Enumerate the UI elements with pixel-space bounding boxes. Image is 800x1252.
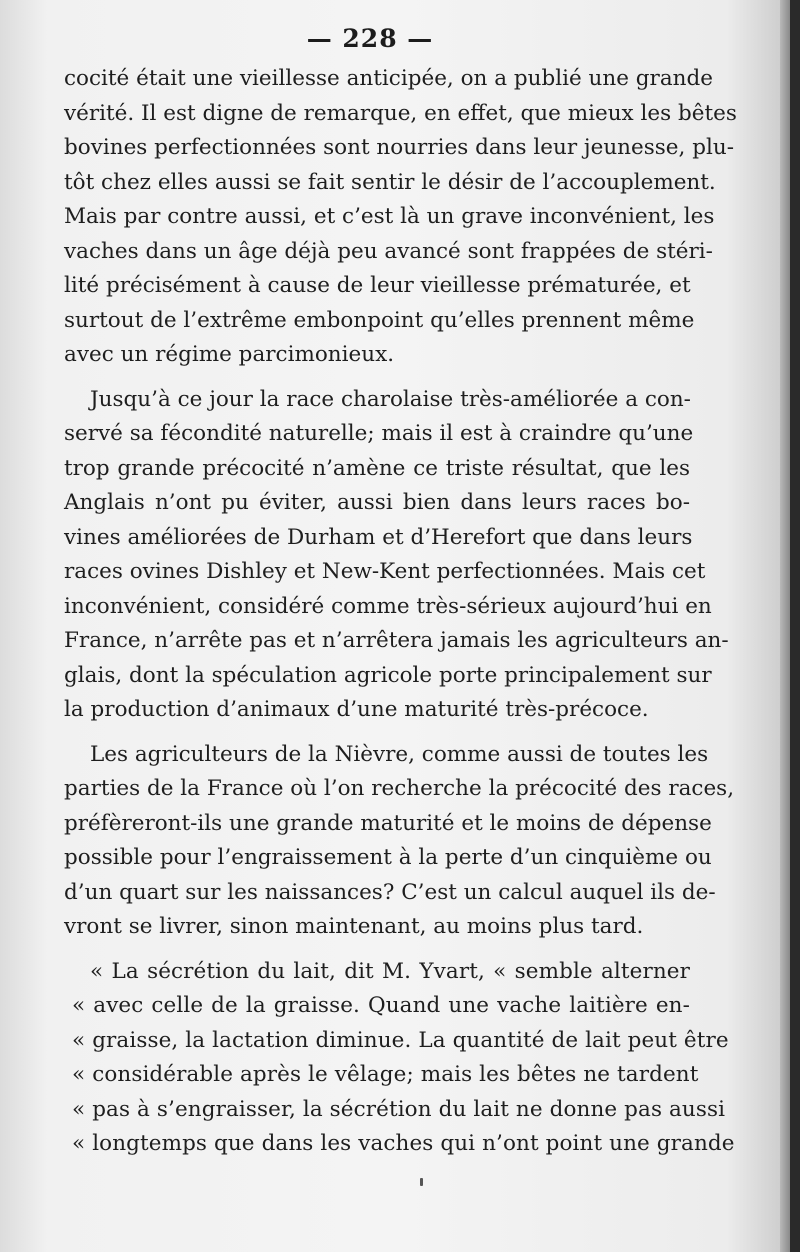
ink-speck [420, 1178, 423, 1186]
paragraph-2 [64, 383, 729, 728]
text-line: « longtemps que dans les vaches qui n’ont point une grande [72, 1131, 735, 1156]
text-line: Les agriculteurs de la Nièvre, comme aussi de toutes les [90, 741, 709, 767]
text-line: races ovines Dishley et New-Kent perfectionnées. Mais cet [64, 559, 706, 584]
text-line: surtout de l’extrême embonpoint qu’elles prennent même [64, 307, 695, 333]
page-edge-shadow [780, 0, 790, 1252]
text-line: parties de la France où l’on recherche la précocité des races, [64, 776, 735, 801]
text-line: bovines perfectionnées sont nourries dans leur jeunesse, plu- [64, 135, 734, 160]
text-line: vaches dans un âge déjà peu avancé sont frappées de stéri- [64, 238, 713, 264]
text-line: « considérable après le vêlage; mais les bêtes ne tardent [72, 1062, 699, 1087]
text-line: inconvénient, considéré comme très-sérieux aujourd’hui en [64, 593, 712, 619]
text-line: la production d’animaux d’une maturité très-précoce. [64, 697, 649, 722]
text-line: servé sa fécondité naturelle; mais il est à craindre qu’une [64, 421, 694, 446]
text-line: Mais par contre aussi, et c’est là un grave inconvénient, les [64, 204, 715, 229]
text-line: Jusqu’à ce jour la race charolaise très-améliorée a con- [90, 386, 691, 412]
text-line: glais, dont la spéculation agricole porte principalement sur [64, 662, 712, 688]
text-line: possible pour l’engraissement à la perte d’un cinquième ou [64, 845, 712, 870]
text-line: vérité. Il est digne de remarque, en effet, que mieux les bêtes [64, 100, 737, 126]
text-line: cocité était une vieillesse anticipée, on a publié une grande [64, 66, 713, 91]
text-line: vront se livrer, sinon maintenant, au moins plus tard. [64, 914, 644, 939]
text-line: tôt chez elles aussi se fait sentir le désir de l’accouplement. [64, 169, 716, 195]
text-line: Anglais n’ont pu éviter, aussi bien dans leurs races bo- [64, 490, 690, 515]
paragraph-3 [64, 738, 735, 945]
text-line: France, n’arrête pas et n’arrêtera jamais les agriculteurs an- [64, 628, 729, 653]
text-line: « avec celle de la graisse. Quand une vache laitière en- [72, 993, 690, 1018]
text-line: préfèreront-ils une grande maturité et le moins de dépense [64, 810, 712, 836]
paragraph-4-quotation [64, 955, 735, 1162]
text-line: lité précisément à cause de leur vieillesse prématurée, et [64, 273, 691, 298]
text-line: vines améliorées de Durham et d’Herefort que dans leurs [64, 524, 693, 550]
text-line: « graisse, la lactation diminue. La quantité de lait peut être [72, 1027, 729, 1053]
text-line: d’un quart sur les naissances? C’est un calcul auquel ils de- [64, 879, 716, 905]
paragraph-1 [64, 62, 737, 373]
text-line: avec un régime parcimonieux. [64, 342, 395, 367]
page-number: — 228 — [306, 24, 434, 53]
text-line: trop grande précocité n’amène ce triste résultat, que les [64, 455, 690, 481]
body-text [64, 62, 737, 1162]
text-line: « pas à s’engraisser, la sécrétion du lait ne donne pas aussi [72, 1096, 726, 1122]
text-line: « La sécrétion du lait, dit M. Yvart, « semble alterner [90, 958, 690, 984]
